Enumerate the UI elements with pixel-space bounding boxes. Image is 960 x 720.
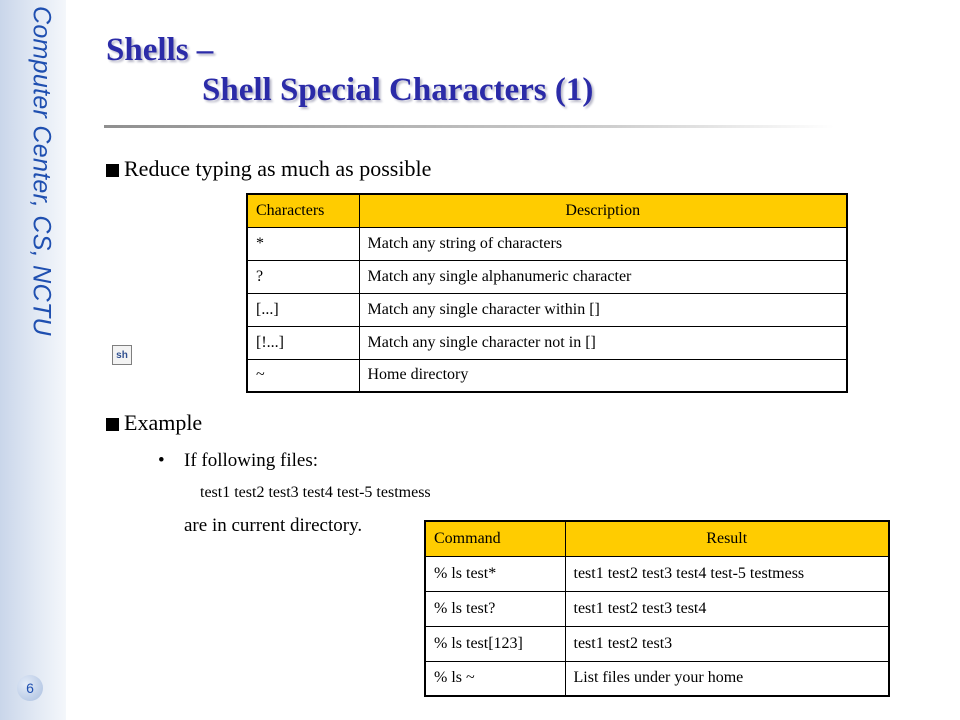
command-cell: % ls test[123] [425, 626, 565, 661]
description-cell: Match any string of characters [359, 227, 847, 260]
square-bullet-icon [106, 418, 119, 431]
page-number-badge: 6 [17, 675, 43, 701]
if-following-text: If following files: [184, 450, 319, 471]
result-cell: test1 test2 test3 test4 [565, 591, 889, 626]
table-row [247, 359, 847, 392]
bullet-reduce-typing-text: Reduce typing as much as possible [124, 156, 432, 181]
sh-file-icon: sh [112, 345, 132, 365]
table-row [247, 227, 847, 260]
sidebar-org-text: Computer Center, CS, NCTU [27, 6, 56, 336]
command-examples-table [424, 520, 890, 697]
title-divider [104, 125, 834, 128]
bullet-example-text: Example [124, 410, 203, 435]
description-cell: Home directory [359, 359, 847, 392]
table-header-row [247, 194, 847, 227]
description-cell: Match any single character within [] [359, 293, 847, 326]
col-header-command: Command [425, 521, 565, 556]
square-bullet-icon [106, 164, 119, 177]
bullet-example [106, 410, 202, 436]
sub-bullet-if-following [158, 449, 318, 473]
command-cell: % ls test* [425, 556, 565, 591]
char-cell: ? [247, 260, 359, 293]
bullet-reduce-typing [106, 156, 431, 182]
table-row [425, 661, 889, 696]
table-row [247, 293, 847, 326]
description-cell: Match any single character not in [] [359, 326, 847, 359]
col-header-description: Description [359, 194, 847, 227]
result-cell: test1 test2 test3 test4 test-5 testmess [565, 556, 889, 591]
char-cell: * [247, 227, 359, 260]
table-header-row [425, 521, 889, 556]
title-line-2: Shell Special Characters (1) [202, 72, 594, 108]
result-cell: List files under your home [565, 661, 889, 696]
command-cell: % ls ~ [425, 661, 565, 696]
round-bullet-icon: • [158, 450, 165, 471]
result-cell: test1 test2 test3 [565, 626, 889, 661]
current-dir-text: are in current directory. [184, 515, 363, 536]
special-characters-table [246, 193, 848, 393]
slide-title [106, 30, 593, 110]
col-header-result: Result [565, 521, 889, 556]
table-row [247, 260, 847, 293]
title-line-1: Shells – [106, 32, 214, 68]
description-cell: Match any single alphanumeric character [359, 260, 847, 293]
table-row [425, 556, 889, 591]
command-cell: % ls test? [425, 591, 565, 626]
char-cell: [...] [247, 293, 359, 326]
table-row [425, 626, 889, 661]
table-row [425, 591, 889, 626]
char-cell: ~ [247, 359, 359, 392]
sidebar [0, 0, 66, 720]
table-row [247, 326, 847, 359]
char-cell: [!...] [247, 326, 359, 359]
files-list: test1 test2 test3 test4 test-5 testmess [200, 484, 431, 501]
col-header-characters: Characters [247, 194, 359, 227]
